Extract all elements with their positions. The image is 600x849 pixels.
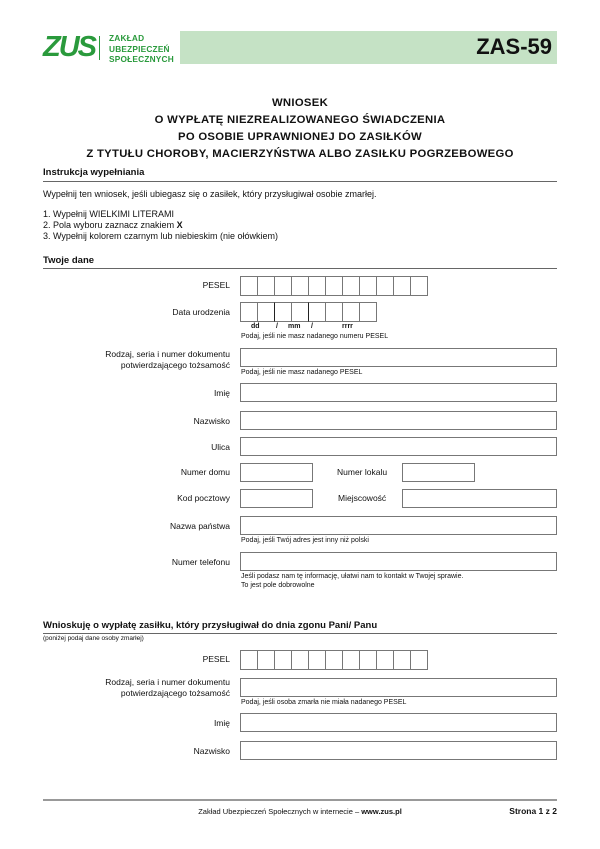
house-number-label: Numer domu [180,467,230,477]
pesel-cell[interactable] [393,276,411,296]
pesel-cell[interactable] [274,650,292,670]
phone-label: Numer telefonu [171,557,230,567]
birth-date-hint: Podaj, jeśli nie masz nadanego numeru PESEL [241,333,389,340]
phone-hint: Jeśli podasz nam tę informację, ułatwi nam to kontakt w Twojej sprawie. [241,573,464,580]
city-label: Miejscowość [338,493,387,503]
page-number: Strona 1 z 2 [509,806,557,816]
deceased-pesel-input[interactable] [240,650,428,670]
pesel-cell[interactable] [393,650,411,670]
street-input[interactable] [240,437,557,456]
phone-hint-optional: To jest pole dobrowolne [241,582,315,589]
pesel-cell[interactable] [240,276,258,296]
id-document-input[interactable] [240,348,557,367]
label-line: Rodzaj, seria i numer dokumentu [105,349,230,359]
logo-line: SPOŁECZNYCH [109,54,174,64]
date-format-dd: dd [251,323,260,330]
date-cell[interactable] [274,302,292,322]
deceased-last-name-label: Nazwisko [193,746,230,756]
id-document-hint: Podaj, jeśli nie masz nadanego PESEL [241,369,363,376]
street-label: Ulica [211,442,230,452]
date-cell[interactable] [240,302,258,322]
pesel-cell[interactable] [240,650,258,670]
pesel-cell[interactable] [410,276,428,296]
date-cell[interactable] [257,302,275,322]
pesel-label: PESEL [202,280,230,290]
deceased-first-name-input[interactable] [240,713,557,732]
title-line: WNIOSEK [271,97,329,109]
country-label: Nazwa państwa [169,521,230,531]
pesel-cell[interactable] [376,276,394,296]
instructions-heading: Instrukcja wypełniania [43,167,145,178]
pesel-cell[interactable] [291,276,309,296]
pesel-cell[interactable] [308,650,326,670]
x-mark: X [176,220,183,230]
deceased-first-name-label: Imię [213,718,230,728]
deceased-last-name-input[interactable] [240,741,557,760]
phone-input[interactable] [240,552,557,571]
date-cell[interactable] [342,302,360,322]
flat-number-label: Numer lokalu [337,467,388,477]
instruction-item [43,220,183,231]
date-cell[interactable] [291,302,309,322]
title-line: Z TYTUŁU CHOROBY, MACIERZYŃSTWA ALBO ZASIŁKU POGRZEBOWEGO [86,148,514,160]
country-input[interactable] [240,516,557,535]
zus-website-link[interactable]: www.zus.pl [361,807,402,816]
first-name-input[interactable] [240,383,557,402]
deceased-subheading: (poniżej podaj dane osoby zmarłej) [43,635,144,642]
pesel-cell[interactable] [325,650,343,670]
deceased-id-document-label [42,677,230,699]
pesel-cell[interactable] [342,650,360,670]
pesel-cell[interactable] [410,650,428,670]
flat-number-input[interactable] [402,463,475,482]
country-hint: Podaj, jeśli Twój adres jest inny niż polski [241,537,369,544]
page-title [0,95,600,163]
first-name-label: Imię [213,388,230,398]
pesel-input[interactable] [240,276,428,296]
title-line: PO OSOBIE UPRAWNIONEJ DO ZASIŁKÓW [177,131,422,143]
label-line: potwierdzającego tożsamość [120,688,230,698]
date-cell[interactable] [325,302,343,322]
pesel-cell[interactable] [308,276,326,296]
birth-date-input[interactable] [240,302,377,322]
postal-code-label: Kod pocztowy [177,493,230,503]
pesel-cell[interactable] [274,276,292,296]
pesel-cell[interactable] [325,276,343,296]
id-document-label [42,349,230,371]
pesel-cell[interactable] [257,650,275,670]
label-line: Rodzaj, seria i numer dokumentu [105,677,230,687]
pesel-cell[interactable] [342,276,360,296]
divider [43,268,557,269]
divider [43,181,557,182]
pesel-cell[interactable] [359,650,377,670]
zus-logo-text [109,33,174,65]
instructions-intro: Wypełnij ten wniosek, jeśli ubiegasz się o zasiłek, który przysługiwał osobie zmarłej. [43,189,377,199]
date-separator: / [276,323,278,330]
date-format-mm: mm [288,323,301,330]
deceased-pesel-label: PESEL [202,654,230,664]
deceased-id-document-hint: Podaj, jeśli osoba zmarła nie miała nadanego PESEL [241,699,407,706]
footer-divider [43,799,557,801]
logo-line: ZAKŁAD [109,33,145,43]
last-name-label: Nazwisko [193,416,230,426]
house-number-input[interactable] [240,463,313,482]
city-input[interactable] [402,489,557,508]
date-separator: / [311,323,313,330]
footer-label: Zakład Ubezpieczeń Społecznych w internecie – [198,807,362,816]
zus-logo-mark: ZUS [43,31,95,63]
pesel-cell[interactable] [376,650,394,670]
last-name-input[interactable] [240,411,557,430]
birth-date-label: Data urodzenia [172,307,230,317]
title-line: O WYPŁATĘ NIEZREALIZOWANEGO ŚWIADCZENIA [154,114,446,126]
instruction-text: 2. Pola wyboru zaznacz znakiem [43,220,177,230]
pesel-cell[interactable] [291,650,309,670]
postal-code-input[interactable] [240,489,313,508]
logo-divider [99,36,100,60]
form-code: ZAS-59 [476,34,552,59]
deceased-id-document-input[interactable] [240,678,557,697]
pesel-cell[interactable] [359,276,377,296]
date-cell[interactable] [359,302,377,322]
your-data-heading: Twoje dane [43,255,95,266]
label-line: potwierdzającego tożsamość [120,360,230,370]
date-cell[interactable] [308,302,326,322]
pesel-cell[interactable] [257,276,275,296]
date-format-yyyy: rrrr [342,323,353,330]
logo-line: UBEZPIECZEŃ [109,43,170,54]
instruction-item: 3. Wypełnij kolorem czarnym lub niebieskim (nie ołówkiem) [43,231,278,241]
deceased-heading: Wnioskuję o wypłatę zasiłku, który przysługiwał do dnia zgonu Pani/ Panu [43,620,378,631]
instruction-item: 1. Wypełnij WIELKIMI LITERAMI [43,209,174,219]
